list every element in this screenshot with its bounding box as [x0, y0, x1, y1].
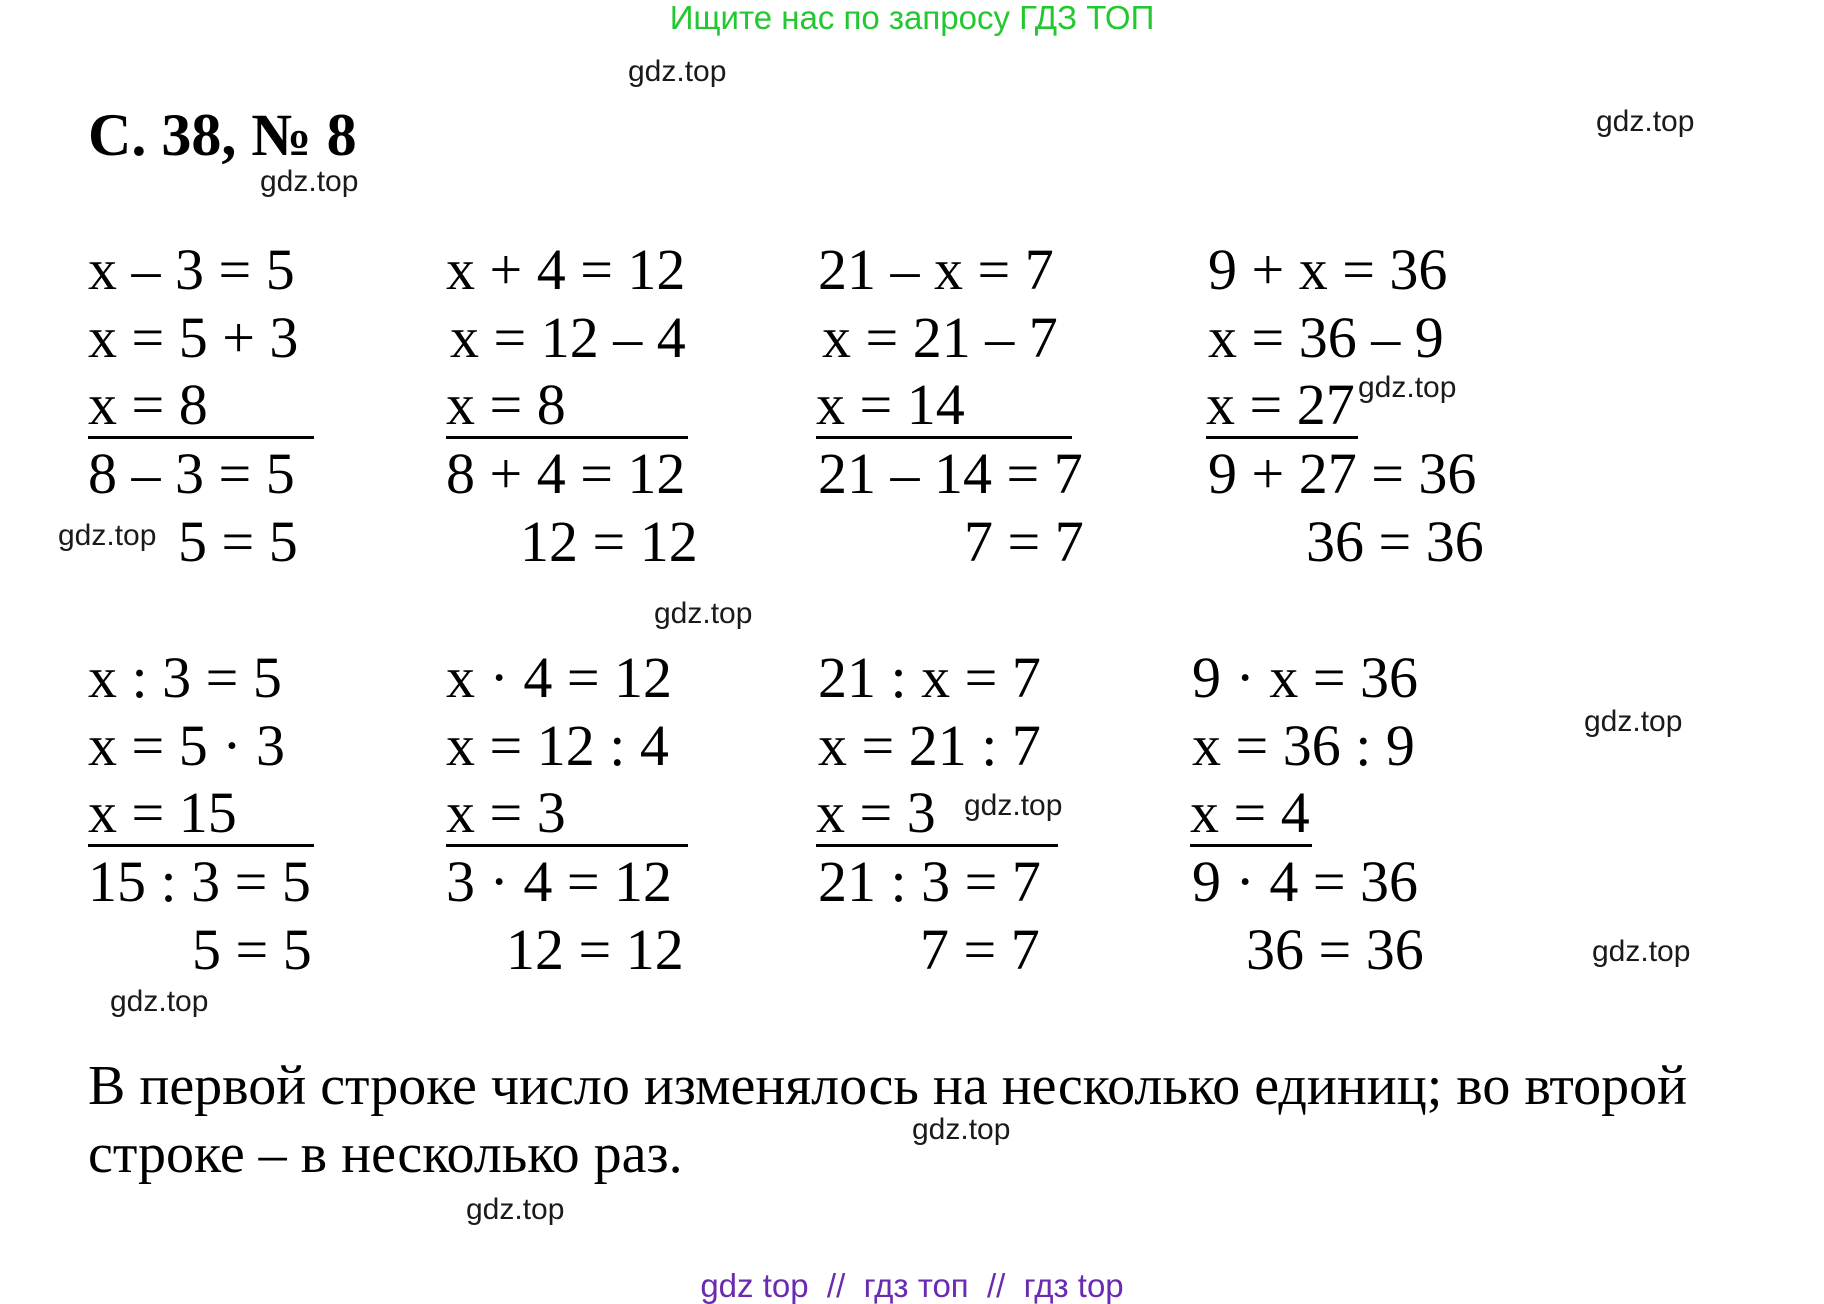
equation-answer: x = 8: [88, 374, 314, 439]
watermark: gdz.top: [1596, 105, 1695, 138]
equation-line: x = 5 + 3: [88, 305, 299, 370]
equation-answer: x = 3: [446, 782, 688, 847]
equation-answer: x = 8: [446, 374, 688, 439]
footer-links: gdz top // гдз топ // гдз top: [700, 1267, 1124, 1304]
watermark: gdz.top: [628, 55, 727, 88]
page-title: С. 38, № 8: [88, 102, 357, 168]
watermark: gdz.top: [58, 519, 157, 552]
watermark: gdz.top: [110, 985, 209, 1018]
equation-line: x : 3 = 5: [88, 645, 282, 710]
equation-line: x = 12 – 4: [450, 305, 686, 370]
equation-line: 21 – x = 7: [818, 237, 1054, 302]
equation-line: x · 4 = 12: [446, 645, 673, 710]
watermark: gdz.top: [260, 165, 359, 198]
equation-line: x = 21 – 7: [822, 305, 1058, 370]
equation-answer: x = 15: [88, 782, 314, 847]
watermark: gdz.top: [654, 597, 753, 630]
equation-line: x = 21 : 7: [818, 713, 1041, 778]
watermark: gdz.top: [1358, 371, 1457, 404]
watermark: gdz.top: [466, 1193, 565, 1226]
equation-answer: x = 14: [816, 374, 1072, 439]
equation-check-result: 12 = 12: [506, 917, 684, 982]
watermark: gdz.top: [1592, 935, 1691, 968]
equation-line: x = 36 – 9: [1208, 305, 1444, 370]
equation-check: 9 + 27 = 36: [1208, 441, 1477, 506]
equation-check: 21 – 14 = 7: [818, 441, 1083, 506]
equation-check: 8 + 4 = 12: [446, 441, 686, 506]
equation-check-result: 12 = 12: [520, 509, 698, 574]
equation-check: 15 : 3 = 5: [88, 849, 311, 914]
equation-line: 9 · x = 36: [1192, 645, 1419, 710]
equation-check-result: 36 = 36: [1306, 509, 1484, 574]
equation-check: 21 : 3 = 7: [818, 849, 1041, 914]
equation-line: x – 3 = 5: [88, 237, 295, 302]
equation-check-result: 7 = 7: [964, 509, 1084, 574]
equation-check: 9 · 4 = 36: [1192, 849, 1419, 914]
watermark: gdz.top: [964, 789, 1063, 822]
equation-line: x = 36 : 9: [1192, 713, 1415, 778]
equation-answer: x = 4: [1190, 782, 1312, 847]
equation-check-result: 5 = 5: [192, 917, 312, 982]
conclusion-text: В первой строке число изменялось на несколько единиц; во второй строке – в несколько раз.: [88, 1055, 1688, 1185]
equation-check-result: 36 = 36: [1246, 917, 1424, 982]
equation-check-result: 7 = 7: [920, 917, 1040, 982]
watermark: gdz.top: [912, 1113, 1011, 1146]
equation-line: x = 12 : 4: [446, 713, 669, 778]
equation-answer: x = 3: [816, 782, 1058, 847]
equation-line: x + 4 = 12: [446, 237, 686, 302]
equation-answer: x = 27: [1206, 374, 1358, 439]
equation-line: x = 5 · 3: [88, 713, 286, 778]
search-banner: Ищите нас по запросу ГДЗ ТОП: [669, 0, 1155, 36]
equation-line: 21 : x = 7: [818, 645, 1041, 710]
equation-check: 3 · 4 = 12: [446, 849, 673, 914]
watermark: gdz.top: [1584, 705, 1683, 738]
equation-check-result: 5 = 5: [178, 509, 298, 574]
equation-check: 8 – 3 = 5: [88, 441, 295, 506]
equation-line: 9 + x = 36: [1208, 237, 1448, 302]
